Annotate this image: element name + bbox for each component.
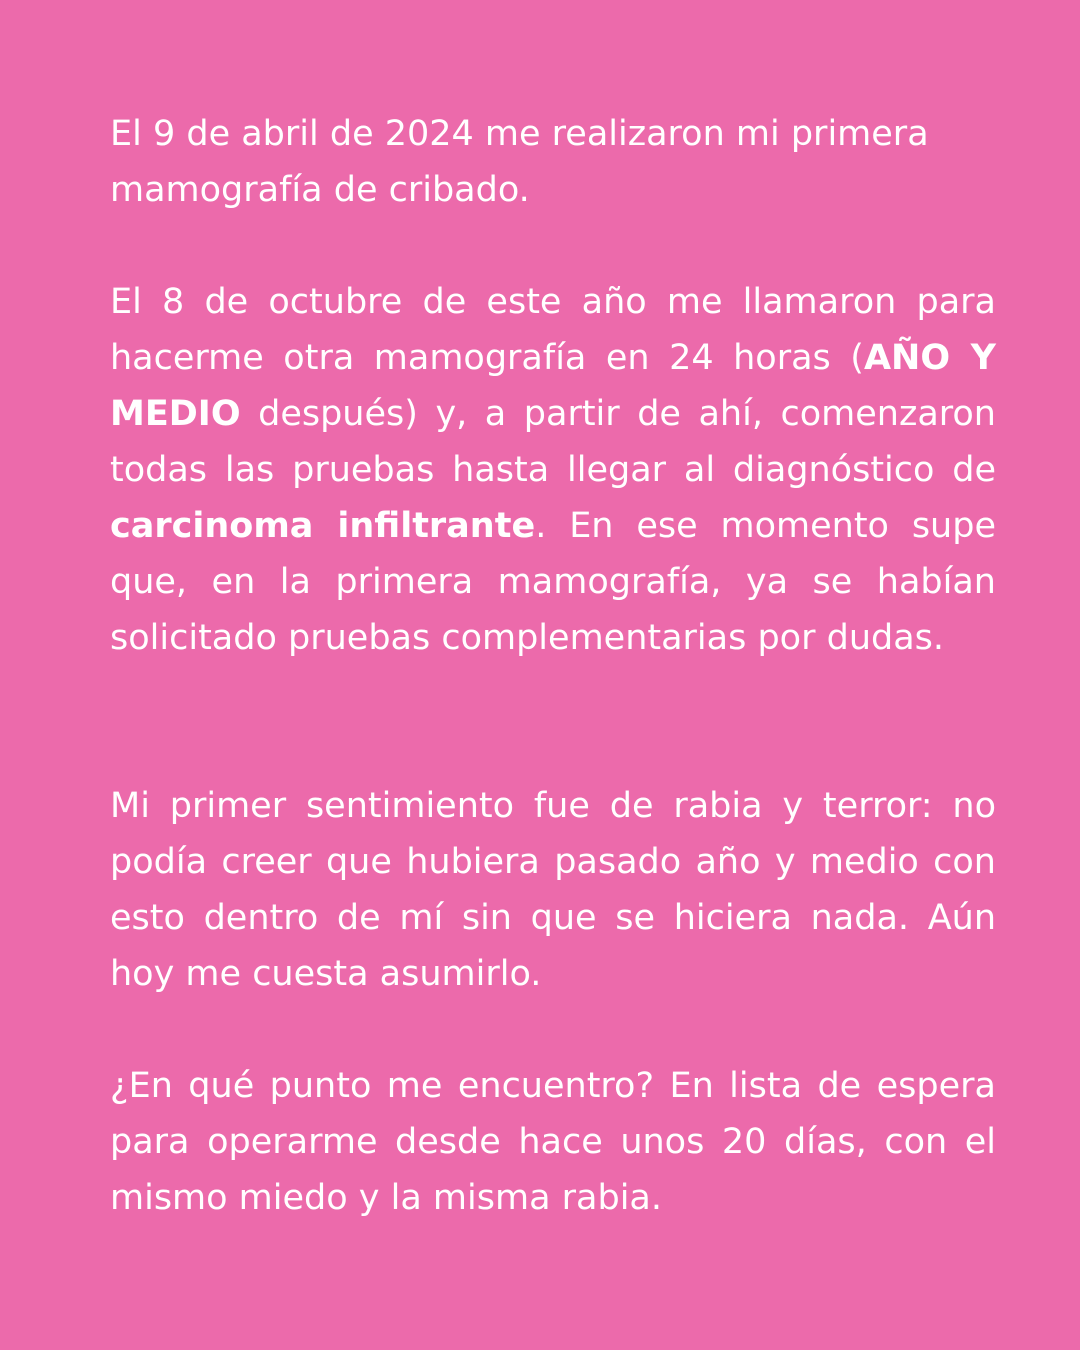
paragraph-text: El 9 de abril de 2024 me realizaron mi primera mamografía de cribado. (110, 114, 929, 210)
paragraph-text-part: . En ese momento supe que, en la primera mamografía, ya se habían solicitado pruebas complementarias por dudas. (110, 506, 996, 658)
paragraph-current-status (110, 1058, 996, 1226)
paragraph-text: ¿En qué punto me encuentro? En lista de espera para operarme desde hace unos 20 días, con el mismo miedo y la misma rabia. (110, 1066, 996, 1218)
paragraph-diagnosis (110, 274, 996, 666)
paragraph-first-mammogram (110, 106, 996, 218)
emphasis-diagnosis: carcinoma infiltrante (110, 506, 536, 546)
paragraph-text-part: después) y, a partir de ahí, comenzaron todas las pruebas hasta llegar al diagnóstico de (110, 394, 996, 490)
paragraph-feelings (110, 778, 996, 1002)
emphasis-year-and-half: AÑO Y MEDIO (110, 338, 996, 434)
paragraph-text-part: El 8 de octubre de este año me llamaron para hacerme otra mamografía en 24 horas ( (110, 282, 996, 378)
paragraph-text: Mi primer sentimiento fue de rabia y terror: no podía creer que hubiera pasado año y medio con esto dentro de mí sin que se hiciera nada. Aún hoy me cuesta asumirlo. (110, 786, 996, 994)
